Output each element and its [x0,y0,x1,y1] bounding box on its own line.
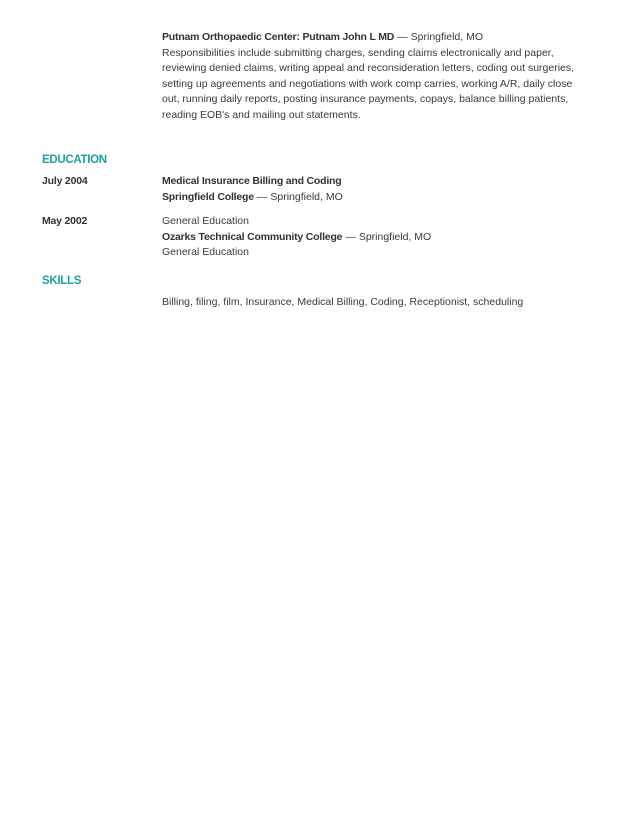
skills-entry [162,295,582,311]
school-line [162,190,582,206]
degree-line: General Education [162,215,249,227]
employer-location: Springfield, MO [410,31,484,43]
school-name: Springfield College [162,190,254,203]
degree-line: General Education [162,246,249,258]
education-date-text: July 2004 [42,175,88,187]
education-heading: EDUCATION [42,154,107,166]
program-name: Medical Insurance Billing and Coding [162,175,342,187]
school-location: Springfield, MO [358,230,432,243]
skills-list: Billing, filing, film, Insurance, Medical Billing, Coding, Receptionist, scheduling [162,296,524,308]
education-date [42,214,152,230]
experience-entry [162,30,582,123]
education-entry [162,174,582,205]
education-date-text: May 2002 [42,215,88,227]
separator-dash: — [345,230,356,243]
employer-name: Putnam Orthopaedic Center: Putnam John L MD [162,31,395,43]
education-date [42,174,152,190]
employer-line [162,30,582,46]
job-description: Responsibilities include submitting charges, sending claims electronically and paper, reviewing denied claims, writing appeal and reconsideration letters, coding out surgeries, setting up agreements and negotiations with work comp carries, working A/R, daily close out, running daily reports, posting insurance payments, copays, balance billing patients, reading EOB's and mailing out statements. [162,46,575,121]
education-entry [162,214,582,261]
school-line [162,230,582,246]
separator-dash: — [256,190,268,203]
skills-heading: SKILLS [42,275,82,287]
school-name: Ozarks Technical Community College [162,230,343,243]
separator-dash: — [397,31,408,43]
school-location: Springfield, MO [270,190,343,203]
